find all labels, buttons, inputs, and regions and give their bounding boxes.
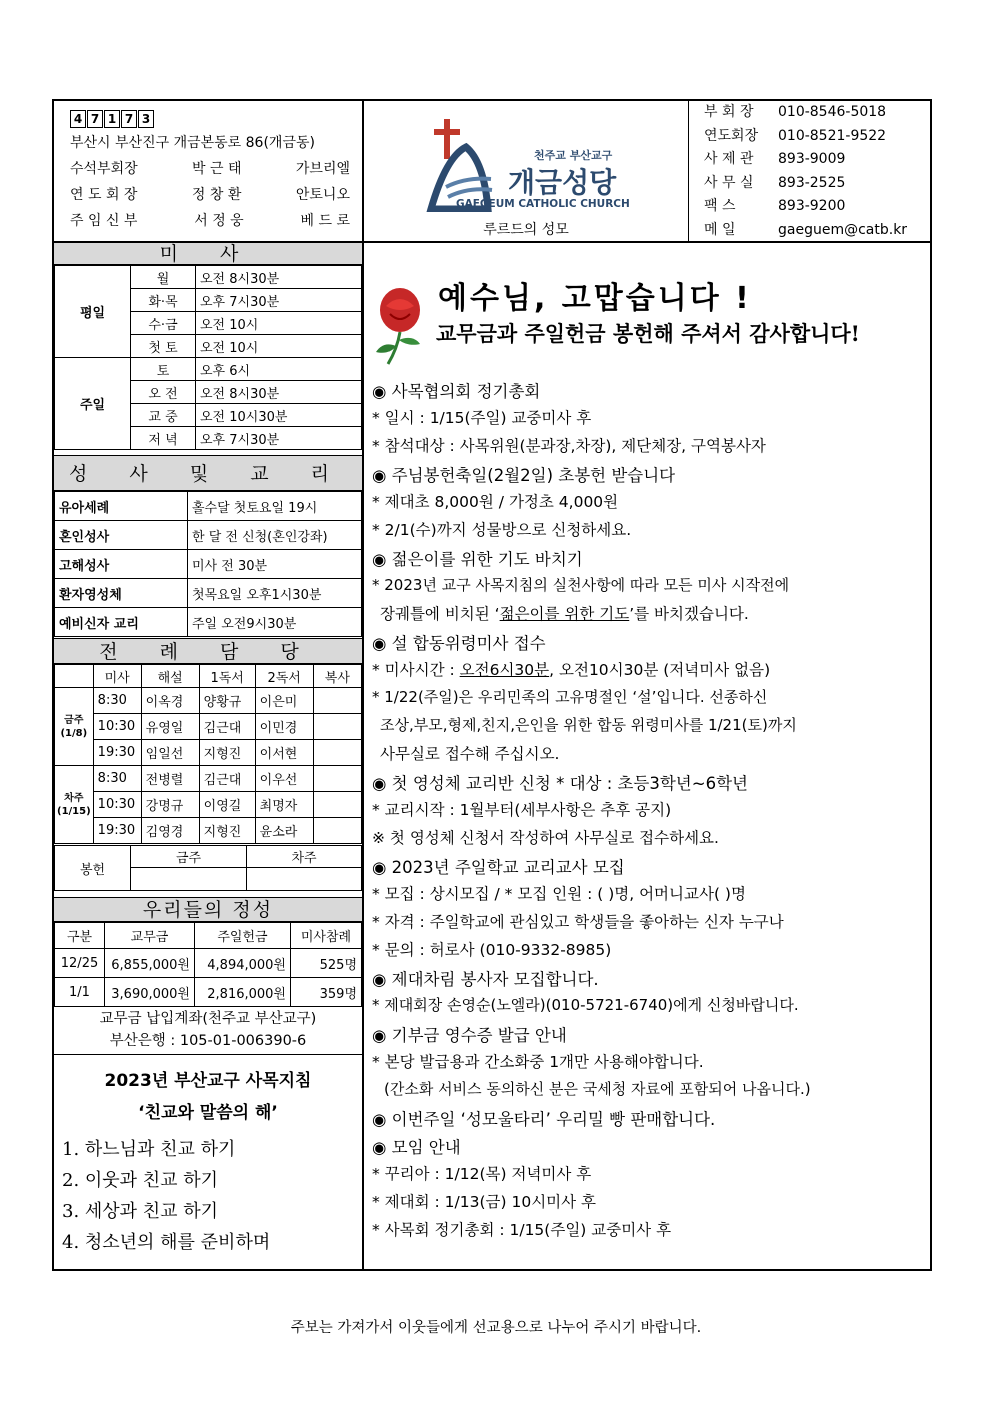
liturgy-section-title: 전 례 담 당 [54, 638, 362, 664]
church-address-block [70, 106, 350, 234]
pastoral-title: 2023년 부산교구 사목지침 [104, 1071, 312, 1091]
postal-digit: 1 [104, 110, 120, 128]
table-cell: 유영일 [141, 714, 199, 740]
notice-underlined: 젊은이를 위한 기도 [499, 605, 630, 623]
table-cell: 강명규 [141, 792, 199, 818]
table-cell: 양황규 [199, 688, 255, 714]
table-cell: 12/25 [55, 949, 105, 978]
notice-underlined: 오전6시30분 [459, 661, 550, 679]
table-cell: 이우선 [255, 766, 313, 792]
offering-label: 봉헌 [55, 846, 131, 891]
mass-table [54, 265, 362, 450]
sacrament-name: 고해성사 [55, 550, 188, 579]
devotion-section-title: 우리들의 정성 [54, 897, 362, 922]
table-cell: 이영길 [199, 792, 255, 818]
pastoral-subtitle: ‘친교와 말씀의 해’ [138, 1103, 278, 1123]
contact-value: 893-9009 [778, 151, 846, 167]
notice-line: 조상,부모,형제,친지,은인을 위한 합동 위령미사를 1/21(토)까지 [380, 716, 797, 734]
table-cell: 김근대 [199, 766, 255, 792]
notice-line [380, 602, 749, 624]
notice-heading: ◉ 주님봉헌축일(2월2일) 초봉헌 받습니다 [372, 466, 676, 485]
mass-time: 오전 10시30분 [196, 404, 362, 427]
notice-line: * 1/22(주일)은 우리민족의 고유명절인 ‘설’입니다. 선종하신 [372, 688, 768, 706]
table-cell: 8:30 [93, 766, 141, 792]
notice-line: * 제대초 8,000원 / 가정초 4,000원 [372, 493, 619, 511]
notice-text: * 미사시간 : [372, 661, 460, 679]
table-cell: 이옥경 [141, 688, 199, 714]
mass-time: 오후 6시 [196, 358, 362, 381]
officer-baptismal-name: 가브리엘 [295, 161, 350, 177]
contact-label: 사 무 실 [704, 174, 754, 191]
officer-baptismal-name: 안토니오 [295, 187, 350, 203]
mass-day: 저 녁 [131, 427, 196, 450]
contact-value: 893-2525 [778, 174, 846, 191]
notice-line: (간소화 서비스 동의하신 분은 국세청 자료에 포함되어 나옵니다.) [384, 1080, 811, 1098]
contact-value: 893-9200 [778, 198, 846, 214]
weekday-label: 평일 [55, 266, 131, 358]
column-header: 1독서 [199, 665, 255, 688]
table-cell: 3,690,000원 [105, 978, 195, 1007]
officer-name: 서 정 웅 [194, 213, 244, 229]
sacrament-name: 환자영성체 [55, 579, 188, 608]
notice-line: * 자격 : 주일학교에 관심있고 학생들을 좋아하는 신자 누구나 [372, 913, 784, 931]
church-logo [364, 101, 688, 241]
footer-note: 주보는 가져가서 이웃들에게 선교용으로 나누어 주시기 바랍니다. [290, 1320, 702, 1336]
banner-title: 예수님, 고맙습니다 ! [438, 281, 752, 316]
notice-line: * 일시 : 1/15(주일) 교중미사 후 [372, 409, 592, 427]
officer-role: 수석부회장 [70, 161, 138, 177]
mass-time: 오전 8시30분 [196, 381, 362, 404]
table-cell: 임일선 [141, 740, 199, 766]
notice-text: ’를 바치겠습니다. [629, 605, 749, 623]
pastoral-item: 4. 청소년의 해를 준비하며 [62, 1232, 271, 1253]
notice-heading: ◉ 설 합동위령미사 접수 [372, 634, 546, 653]
table-cell: 359명 [291, 978, 362, 1007]
notice-line: ※ 첫 영성체 신청서 작성하여 사무실로 접수하세요. [372, 829, 719, 847]
column-header: 구분 [55, 923, 105, 949]
devotion-table [54, 922, 362, 1007]
sacrament-value: 홀수달 첫토요일 19시 [188, 492, 362, 521]
officer-role: 주 임 신 부 [70, 213, 138, 229]
pastoral-guidelines [54, 1066, 362, 1258]
notice-text: 장궤틀에 비치된 ‘ [380, 605, 500, 623]
week-label: 차주(1/15) [55, 766, 94, 844]
mass-day: 교 중 [131, 404, 196, 427]
table-cell: 이서현 [255, 740, 313, 766]
contact-row [704, 172, 924, 196]
notice-line: * 꾸리아 : 1/12(목) 저녁미사 후 [372, 1165, 592, 1183]
account-line-1: 교무금 납입계좌(천주교 부산교구) [99, 1011, 317, 1027]
table-cell [313, 740, 361, 766]
notice-heading: ◉ 제대차림 봉사자 모집합니다. [372, 970, 599, 989]
notice-line: * 본당 발급용과 간소화중 1개만 사용해야합니다. [372, 1053, 704, 1071]
table-cell: 525명 [291, 949, 362, 978]
table-cell: 1/1 [55, 978, 105, 1007]
table-cell: 10:30 [93, 714, 141, 740]
contact-label: 부 회 장 [704, 104, 754, 120]
table-cell: 최명자 [255, 792, 313, 818]
table-cell: 전병렬 [141, 766, 199, 792]
offering-table [54, 845, 362, 891]
mass-day: 화·목 [131, 289, 196, 312]
mass-time: 오후 7시30분 [196, 289, 362, 312]
pastoral-item: 3. 세상과 친교 하기 [62, 1201, 219, 1222]
account-line-2: 부산은행 : 105-01-006390-6 [109, 1033, 307, 1049]
sacrament-name: 유아세례 [55, 492, 188, 521]
table-cell [313, 792, 361, 818]
mass-section-title: 미 사 [54, 243, 362, 265]
table-cell: 김영경 [141, 818, 199, 844]
officer-role: 연 도 회 장 [70, 187, 138, 203]
column-divider [362, 99, 364, 1271]
contact-value: 010-8546-5018 [778, 104, 887, 120]
notice-heading: ◉ 첫 영성체 교리반 신청 * 대상 : 초등3학년~6학년 [372, 774, 748, 793]
mass-day: 수·금 [131, 312, 196, 335]
mass-day: 첫 토 [131, 335, 196, 358]
postal-code [70, 106, 350, 130]
column-header: 미사참례 [291, 923, 362, 949]
column-header: 2독서 [255, 665, 313, 688]
sacraments-table [54, 491, 362, 637]
table-cell: 이민경 [255, 714, 313, 740]
table-cell: 10:30 [93, 792, 141, 818]
contact-row [704, 101, 924, 125]
offering-col: 차주 [247, 846, 362, 868]
officer-name: 정 창 환 [191, 187, 242, 203]
notice-heading: ◉ 모임 안내 [372, 1138, 461, 1157]
notice-heading: ◉ 젊은이를 위한 기도 바치기 [372, 550, 583, 569]
notice-heading: ◉ 이번주일 ‘성모울타리’ 우리밀 빵 판매합니다. [372, 1110, 716, 1129]
notice-line: * 제대회 : 1/13(금) 10시미사 후 [372, 1193, 597, 1211]
column-header: 교무금 [105, 923, 195, 949]
notice-line: * 문의 : 허로사 (010-9332-8985) [372, 941, 612, 959]
table-cell: 이은미 [255, 688, 313, 714]
notice-line: 사무실로 접수해 주십시오. [380, 745, 560, 763]
officer-name: 박 근 태 [192, 161, 242, 177]
notice-heading: ◉ 2023년 주일학교 교리교사 모집 [372, 858, 625, 877]
contact-label: 팩 스 [704, 198, 736, 214]
liturgy-table [54, 664, 362, 844]
contact-row [704, 219, 924, 243]
address: 부산시 부산진구 개금본동로 86(개금동) [70, 135, 315, 151]
table-cell: 지형진 [199, 818, 255, 844]
week-label: 금주(1/8) [55, 688, 94, 766]
logo-diocese: 천주교 부산교구 [534, 149, 613, 162]
table-cell: 2,816,000원 [195, 978, 291, 1007]
contact-divider [688, 99, 689, 242]
table-cell [313, 688, 361, 714]
table-cell: 19:30 [93, 818, 141, 844]
pastoral-item: 1. 하느님과 친교 하기 [62, 1139, 236, 1160]
postal-digit: 4 [70, 110, 86, 128]
table-cell [313, 766, 361, 792]
contact-list [704, 101, 924, 242]
officer-row [70, 156, 350, 182]
sacraments-section-title: 성 사 및 교 리 [54, 455, 362, 491]
mass-time: 오전 8시30분 [196, 266, 362, 289]
account-info [54, 1008, 362, 1055]
logo-english: GAEGEUM CATHOLIC CHURCH [456, 198, 630, 210]
contact-value: 010-8521-9522 [778, 127, 887, 144]
contact-label: 사 제 관 [704, 151, 754, 167]
pastoral-item: 2. 이웃과 친교 하기 [62, 1170, 219, 1191]
contact-label: 메 일 [704, 221, 736, 238]
postal-digit: 7 [121, 110, 137, 128]
notice-line: * 사목회 정기총회 : 1/15(주일) 교중미사 후 [372, 1221, 672, 1239]
table-cell: 지형진 [199, 740, 255, 766]
notice-line: * 제대회장 손영순(노엘라)(010-5721-6740)에게 신청바랍니다. [372, 996, 799, 1014]
contact-row [704, 195, 924, 219]
officer-baptismal-name: 베 드 로 [300, 213, 350, 229]
sacrament-value: 한 달 전 신청(혼인강좌) [188, 521, 362, 550]
notice-heading: ◉ 사목협의회 정기총회 [372, 382, 541, 401]
table-cell: 김근대 [199, 714, 255, 740]
mass-time: 오후 7시30분 [196, 427, 362, 450]
mass-day: 오 전 [131, 381, 196, 404]
mass-time: 오전 10시 [196, 312, 362, 335]
table-cell: 4,894,000원 [195, 949, 291, 978]
sacrament-value: 미사 전 30분 [188, 550, 362, 579]
contact-row [704, 125, 924, 149]
table-cell: 8:30 [93, 688, 141, 714]
contact-label: 연도회장 [704, 127, 759, 144]
officer-row [70, 182, 350, 208]
table-cell: 6,855,000원 [105, 949, 195, 978]
table-cell: 윤소라 [255, 818, 313, 844]
column-header: 미사 [93, 665, 141, 688]
mass-time: 오전 10시 [196, 335, 362, 358]
notice-line: * 2/1(수)까지 성물방으로 신청하세요. [372, 521, 632, 539]
sacrament-name: 혼인성사 [55, 521, 188, 550]
sacrament-value: 주일 오전9시30분 [188, 608, 362, 637]
contact-value: gaeguem@catb.kr [778, 221, 908, 238]
column-header: 복사 [313, 665, 361, 688]
notice-text: , 오전10시30분 (저녁미사 없음) [549, 661, 771, 679]
offering-col: 금주 [131, 846, 247, 868]
table-cell [313, 714, 361, 740]
notice-heading: ◉ 기부금 영수증 발급 안내 [372, 1026, 567, 1045]
contact-row [704, 148, 924, 172]
mass-day: 월 [131, 266, 196, 289]
notice-line [372, 658, 770, 680]
notice-line: * 2023년 교구 사목지침의 실천사항에 따라 모든 미사 시작전에 [372, 576, 790, 594]
notice-line: * 교리시작 : 1월부터(세부사항은 추후 공지) [372, 801, 672, 819]
sacrament-name: 예비신자 교리 [55, 608, 188, 637]
table-cell [313, 818, 361, 844]
column-header: 주일헌금 [195, 923, 291, 949]
logo-name: 개금성당 [508, 166, 617, 199]
postal-digit: 3 [138, 110, 154, 128]
mass-day: 토 [131, 358, 196, 381]
banner-subtitle: 교무금과 주일헌금 봉헌해 주셔서 감사합니다! [436, 321, 860, 346]
patron-name: 루르드의 성모 [483, 222, 569, 238]
notice-line: * 모집 : 상시모집 / * 모집 인원 : ( )명, 어머니교사( )명 [372, 885, 746, 903]
column-header: 해설 [141, 665, 199, 688]
sunday-label: 주일 [55, 358, 131, 450]
notice-line: * 참석대상 : 사목위원(분과장,차장), 제단체장, 구역봉사자 [372, 437, 766, 455]
sacrament-value: 첫목요일 오후1시30분 [188, 579, 362, 608]
rose-icon [372, 284, 428, 366]
postal-digit: 7 [87, 110, 103, 128]
table-cell: 19:30 [93, 740, 141, 766]
officer-row [70, 208, 350, 234]
